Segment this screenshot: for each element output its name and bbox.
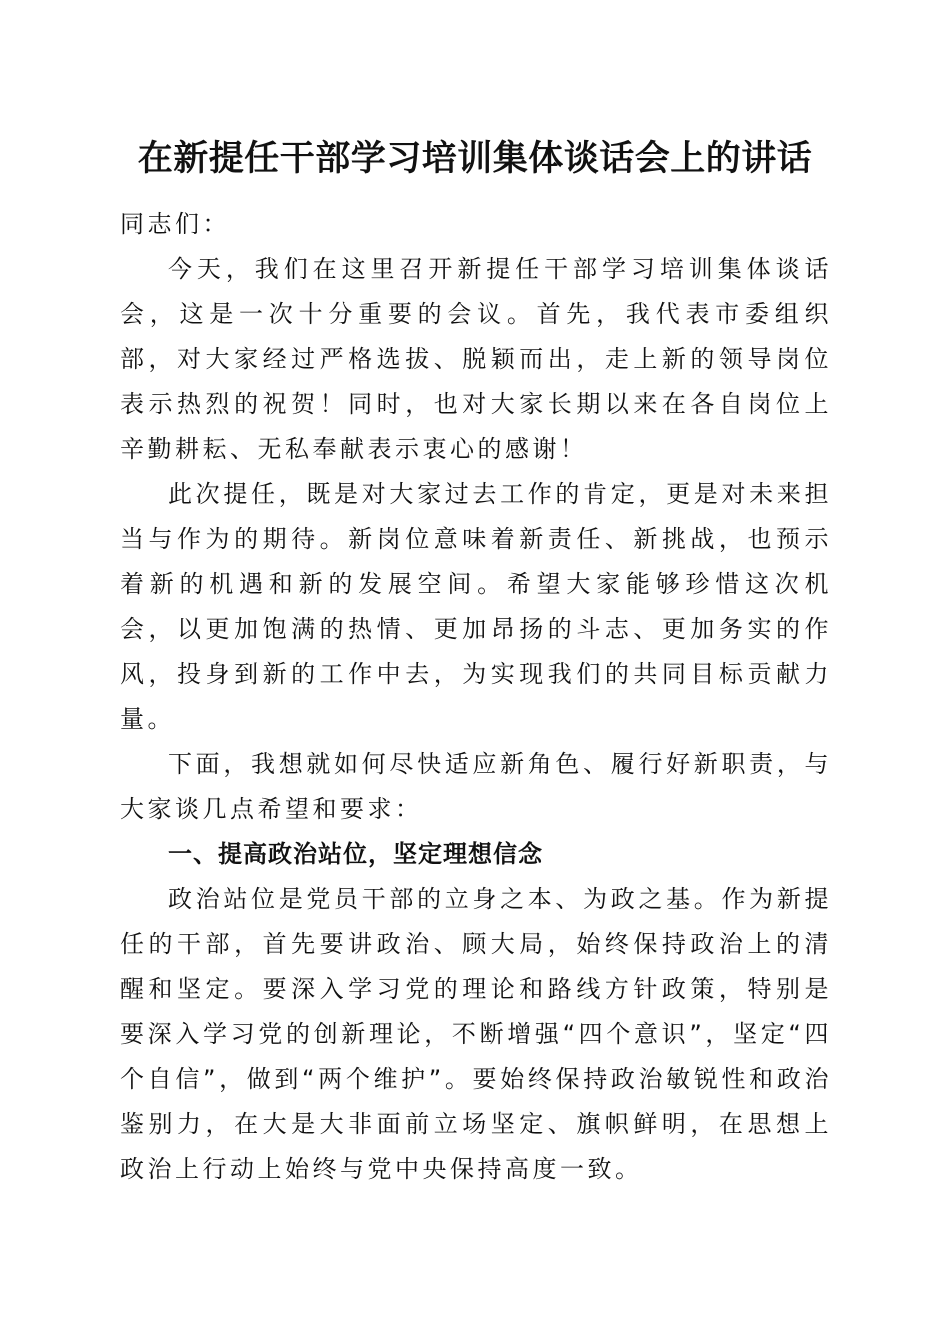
document-title: 在新提任干部学习培训集体谈话会上的讲话	[137, 138, 813, 179]
paragraph-opening: 今天，我们在这里召开新提任干部学习培训集体谈话会，这是一次十分重要的会议。首先，我代表市委组织部，对大家经过严格选拔、脱颖而出，走上新的领导岗位表示热烈的祝贺！同时，也对大家长期以来在各自岗位上辛勤耕耘、无私奉献表示衷心的感谢！	[120, 255, 832, 463]
paragraph-expectation: 此次提任，既是对大家过去工作的肯定，更是对未来担当与作为的期待。新岗位意味着新责任、新挑战，也预示着新的机遇和新的发展空间。希望大家能够珍惜这次机会，以更加饱满的热情、更加昂扬的斗志、更加务实的作风，投身到新的工作中去，为实现我们的共同目标贡献力量。	[120, 480, 832, 733]
paragraph-section-one: 政治站位是党员干部的立身之本、为政之基。作为新提任的干部，首先要讲政治、顾大局，始终保持政治上的清醒和坚定。要深入学习党的理论和路线方针政策，特别是要深入学习党的创新理论，不断增强“四个意识”，坚定“四个自信”，做到“两个维护”。要始终保持政治敏锐性和政治鉴别力，在大是大非面前立场坚定、旗帜鲜明，在思想上政治上行动上始终与党中央保持高度一致。	[120, 885, 832, 1183]
salutation: 同志们：	[120, 210, 230, 238]
section-heading: 一、提高政治站位，坚定理想信念	[168, 840, 543, 868]
document-body	[120, 202, 832, 1192]
paragraph-transition: 下面，我想就如何尽快适应新角色、履行好新职责，与大家谈几点希望和要求：	[120, 750, 832, 823]
